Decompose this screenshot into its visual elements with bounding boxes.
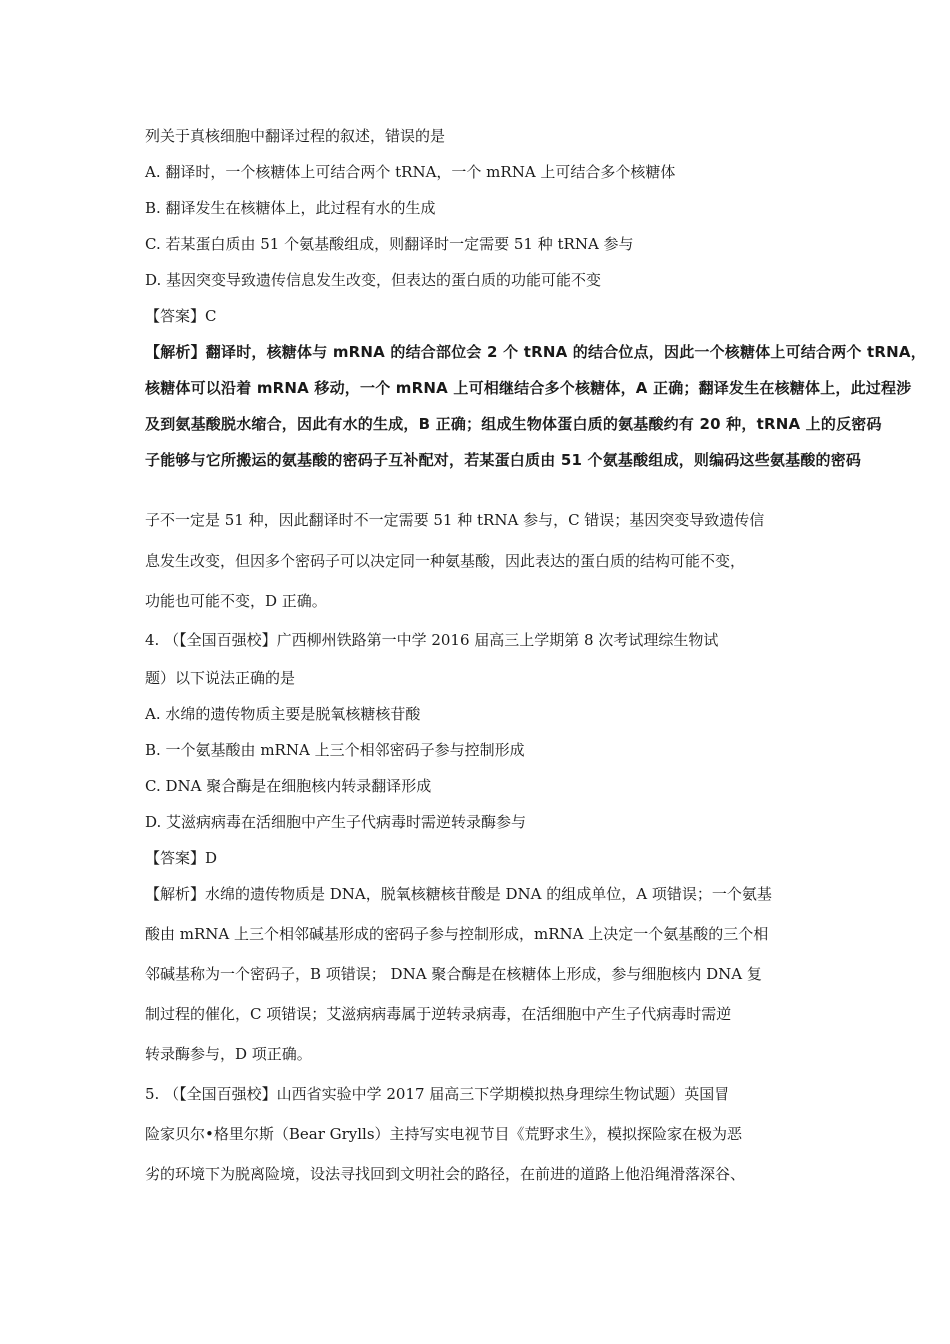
q5-stem-line-1: 5. （【全国百强校】山西省实验中学 2017 届高三下学期模拟热身理综生物试题）英国冒 xyxy=(145,1085,730,1103)
q4-stem-line-2: 题）以下说法正确的是 xyxy=(145,669,296,687)
q4-analysis-line-4: 制过程的催化，C 项错误；艾滋病病毒属于逆转录病毒，在活细胞中产生子代病毒时需逆 xyxy=(145,1005,732,1023)
q3-answer: 【答案】C xyxy=(145,307,217,325)
q3-option-c: C. 若某蛋白质由 51 个氨基酸组成，则翻译时一定需要 51 种 tRNA 参与 xyxy=(145,235,634,253)
q4-option-b: B. 一个氨基酸由 mRNA 上三个相邻密码子参与控制形成 xyxy=(145,741,525,759)
q4-option-a: A. 水绵的遗传物质主要是脱氧核糖核苷酸 xyxy=(145,705,421,723)
q3-analysis-line-1: 【解析】翻译时，核糖体与 mRNA 的结合部位会 2 个 tRNA 的结合位点，因此一个核糖体上可结合两个 tRNA， xyxy=(145,343,926,361)
q3-analysis-line-2: 核糖体可以沿着 mRNA 移动，一个 mRNA 上可相继结合多个核糖体，A 正确；翻译发生在核糖体上，此过程涉 xyxy=(145,379,912,397)
q4-option-c: C. DNA 聚合酶是在细胞核内转录翻译形成 xyxy=(145,777,432,795)
q4-analysis-line-3: 邻碱基称为一个密码子，B 项错误； DNA 聚合酶是在核糖体上形成，参与细胞核内 DNA 复 xyxy=(145,965,762,983)
q4-analysis-line-1: 【解析】水绵的遗传物质是 DNA，脱氧核糖核苷酸是 DNA 的组成单位，A 项错误；一个氨基 xyxy=(145,885,772,903)
q4-analysis-line-5: 转录酶参与，D 项正确。 xyxy=(145,1045,312,1063)
q3-analysis-line-6: 息发生改变，但因多个密码子可以决定同一种氨基酸，因此表达的蛋白质的结构可能不变， xyxy=(145,552,746,570)
q4-answer: 【答案】D xyxy=(145,849,218,867)
q3-analysis-line-7: 功能也可能不变，D 正确。 xyxy=(145,592,327,610)
q3-option-d: D. 基因突变导致遗传信息发生改变，但表达的蛋白质的功能可能不变 xyxy=(145,271,602,289)
q4-option-d: D. 艾滋病病毒在活细胞中产生子代病毒时需逆转录酶参与 xyxy=(145,813,527,831)
q3-stem: 列关于真核细胞中翻译过程的叙述，错误的是 xyxy=(145,127,446,145)
q3-analysis-line-5: 子不一定是 51 种，因此翻译时不一定需要 51 种 tRNA 参与，C 错误；基因突变导致遗传信 xyxy=(145,511,765,529)
q4-stem-line-1: 4. （【全国百强校】广西柳州铁路第一中学 2016 届高三上学期第 8 次考试理综生物试 xyxy=(145,631,719,649)
q4-analysis-line-2: 酸由 mRNA 上三个相邻碱基形成的密码子参与控制形成，mRNA 上决定一个氨基酸的三个相 xyxy=(145,925,769,943)
q3-option-a: A. 翻译时，一个核糖体上可结合两个 tRNA，一个 mRNA 上可结合多个核糖体 xyxy=(145,163,676,181)
q3-analysis-line-3: 及到氨基酸脱水缩合，因此有水的生成，B 正确；组成生物体蛋白质的氨基酸约有 20 种，tRNA 上的反密码 xyxy=(145,415,882,433)
q3-option-b: B. 翻译发生在核糖体上，此过程有水的生成 xyxy=(145,199,436,217)
q5-stem-line-3: 劣的环境下为脱离险境，设法寻找回到文明社会的路径，在前进的道路上他沿绳滑落深谷、 xyxy=(145,1165,746,1183)
q3-analysis-line-4: 子能够与它所搬运的氨基酸的密码子互补配对，若某蛋白质由 51 个氨基酸组成，则编码这些氨基酸的密码 xyxy=(145,451,862,469)
q5-stem-line-2: 险家贝尔•格里尔斯（Bear Grylls）主持写实电视节目《荒野求生》，模拟探险家在极为恶 xyxy=(145,1125,743,1143)
